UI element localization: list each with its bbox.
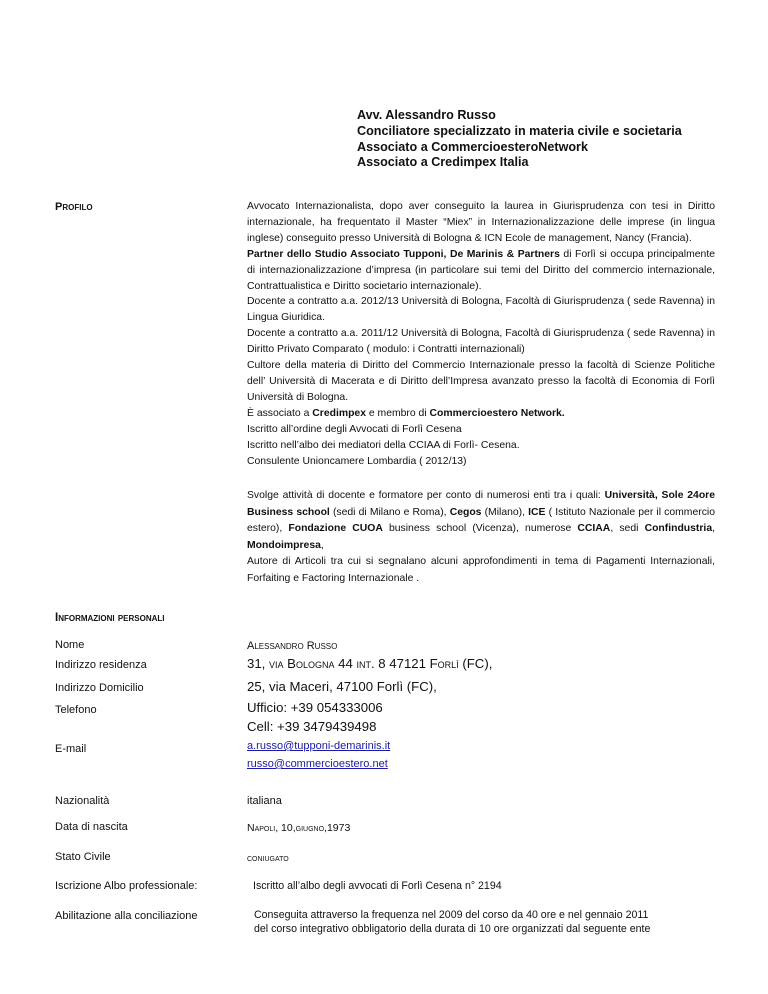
svolge-a: Svolge attività di docente e formatore per conto di numerosi enti tra i quali: <box>247 490 605 501</box>
email-link-commercioestero[interactable]: russo@commercioestero.net <box>247 758 388 770</box>
header-line-conciliatore: Conciliatore specializzato in materia civile e societaria <box>357 123 682 138</box>
label-domicilio: Indirizzo Domicilio <box>55 682 144 694</box>
profile-intro: Avvocato Internazionalista, dopo aver conseguito la laurea in Giurisprudenza con tesi in Diritto internazionale, ha frequentato il Master “Miex” in Internazionalizzazione delle imprese (in lingua inglese) conseguito presso Università di Bologna & ICN Ecole de management, Nancy (Francia). <box>247 201 715 244</box>
svolge-cuoa: Fondazione CUOA <box>288 523 383 535</box>
section-title-personali: Informazioni personali <box>55 612 165 624</box>
svolge-ice: ICE <box>528 506 546 518</box>
partner-bold: Partner dello Studio Associato Tupponi, De Marinis & Partners <box>247 248 560 260</box>
assoc-text-c: e membro di <box>366 407 430 419</box>
label-albo: Iscrizione Albo professionale: <box>55 880 198 892</box>
svolge-confindustria: Confindustria <box>644 523 713 535</box>
value-conciliazione-2: del corso integrativo obbligatorio della durata di 10 ore organizzati dal seguente ente <box>254 923 651 935</box>
label-email: E-mail <box>55 743 87 755</box>
profile-consulente: Consulente Unioncamere Lombardia ( 2012/13) <box>247 455 467 467</box>
svolge-m: , <box>712 523 715 535</box>
header-line-credimpex: Associato a Credimpex Italia <box>357 155 529 170</box>
value-albo: Iscritto all’albo degli avvocati di Forlì Cesena n° 2194 <box>253 880 502 892</box>
profile-activities <box>247 488 715 588</box>
assoc-network: Commercioestero Network. <box>429 407 565 419</box>
label-residenza: Indirizzo residenza <box>55 659 147 671</box>
svolge-universita: Università, Sole 24ore Business school <box>247 490 715 518</box>
value-nome: Alessandro Russo <box>247 640 338 652</box>
header-block <box>357 108 682 171</box>
svolge-c: (sedi di Milano e Roma), <box>329 506 450 518</box>
label-nazionalita: Nazionalità <box>55 795 110 807</box>
label-conciliazione: Abilitazione alla conciliazione <box>55 910 198 922</box>
value-telefono-cell: Cell: +39 3479439498 <box>247 719 377 734</box>
svolge-e: (Milano), <box>481 506 529 518</box>
section-title-profilo: Profilo <box>55 201 93 213</box>
value-conciliazione-1: Conseguita attraverso la frequenza nel 2009 del corso da 40 ore e nel gennaio 2011 <box>254 909 649 921</box>
profile-partner <box>247 247 715 295</box>
email-link-tupponi[interactable]: a.russo@tupponi-demarinis.it <box>247 740 391 752</box>
svolge-cegos: Cegos <box>449 506 482 518</box>
label-stato-civile: Stato Civile <box>55 851 111 863</box>
value-domicilio: 25, via Maceri, 47100 Forlì (FC), <box>247 679 437 694</box>
profile-iscritto-albo: Iscritto nell’albo dei mediatori della CCIAA di Forlì- Cesena. <box>247 439 520 451</box>
svolge-mondoimpresa: Mondoimpresa <box>247 539 321 551</box>
label-telefono: Telefono <box>55 704 97 716</box>
assoc-credimpex: Credimpex <box>312 407 366 419</box>
label-nascita: Data di nascita <box>55 821 128 833</box>
value-telefono-ufficio: Ufficio: +39 054333006 <box>247 700 383 715</box>
header-name: Avv. Alessandro Russo <box>357 108 496 122</box>
profile-autore: Autore di Articoli tra cui si segnalano alcuni approfondimenti in tema di Pagamenti Internazionali, Forfaiting e Factoring Internazionale . <box>247 556 715 584</box>
profile-associato <box>247 406 715 422</box>
partner-rest: di Forlì si occupa principalmente di internazionalizzazione d’impresa (in particolare sui temi del Diritto del commercio internazionale, Contrattualistica e Diritto societario internazionale). <box>247 248 715 292</box>
profile-docente-1: Docente a contratto a.a. 2012/13 Università di Bologna, Facoltà di Giurisprudenza ( sede Ravenna) in Lingua Giuridica. <box>247 296 715 324</box>
label-nome: Nome <box>55 639 85 651</box>
svolge-k: , sedi <box>610 523 645 535</box>
value-nazionalita: italiana <box>247 795 282 807</box>
value-stato-civile: coniugato <box>247 852 289 864</box>
profile-svolge <box>247 488 715 554</box>
profile-text <box>247 199 715 469</box>
svolge-o: , <box>320 539 324 551</box>
assoc-text-a: È associato a <box>247 407 313 419</box>
svolge-cciaa: CCIAA <box>577 523 611 535</box>
value-nascita: Napoli, 10,giugno,1973 <box>247 822 351 834</box>
profile-cultore: Cultore della materia di Diritto del Commercio Internazionale presso la facoltà di Scienze Politiche dell’ Università di Macerata e di Diritto dell’Impresa avanzato presso la facoltà di Economia di Forlì Università di Bologna. <box>247 360 715 403</box>
value-residenza: 31, via Bologna 44 int. 8 47121 Forlì (FC), <box>247 656 493 671</box>
header-line-network: Associato a CommercioesteroNetwork <box>357 139 588 154</box>
svolge-g: ( Istituto Nazionale per il commercio estero), <box>247 506 715 535</box>
profile-iscritto-ordine: Iscritto all’ordine degli Avvocati di Forlì Cesena <box>247 423 462 435</box>
svolge-i: business school (Vicenza), numerose <box>382 523 578 535</box>
profile-docente-2: Docente a contratto a.a. 2011/12 Università di Bologna, Facoltà di Giurisprudenza ( sede Ravenna) in Diritto Privato Comparato ( modulo: i Contratti internazionali) <box>247 328 715 356</box>
